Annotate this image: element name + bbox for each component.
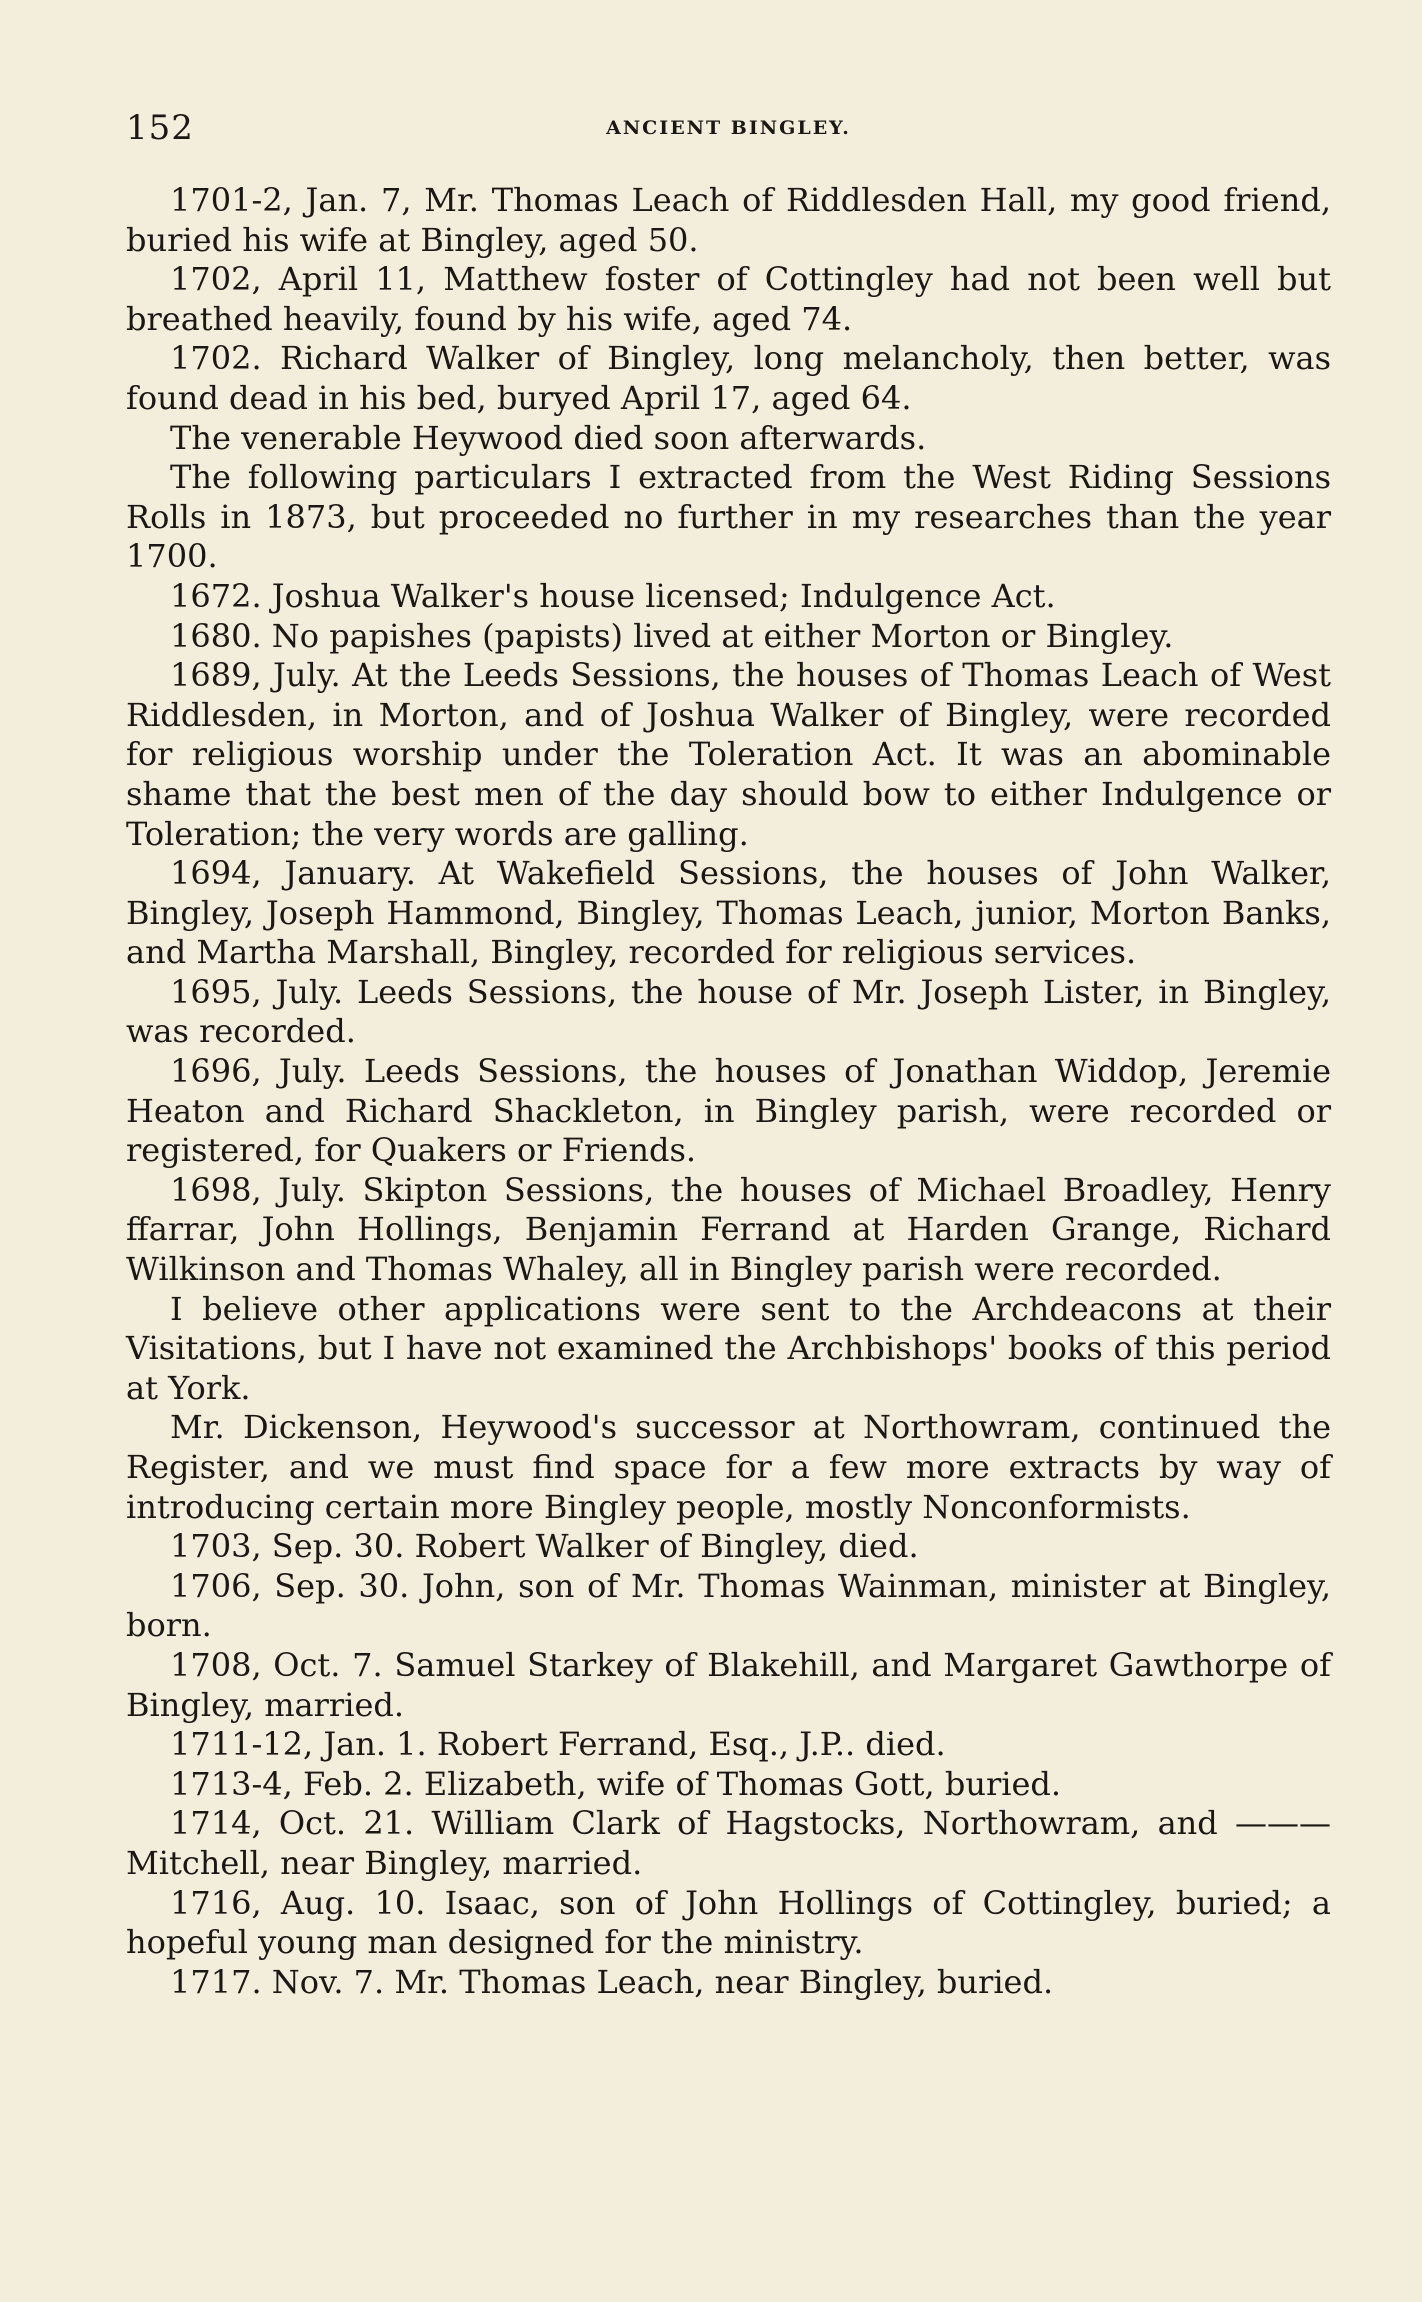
- paragraph: 1701-2, Jan. 7, Mr. Thomas Leach of Riddlesden Hall, my good friend, buried his wife at Bingley, aged 50.: [126, 181, 1331, 259]
- paragraph: 1711-12, Jan. 1. Robert Ferrand, Esq., J.P.. died.: [170, 1725, 946, 1764]
- page-header: [126, 108, 1331, 148]
- paragraph: 1696, July. Leeds Sessions, the houses of Jonathan Widdop, Jeremie Heaton and Richard Shackleton, in Bingley parish, were recorded or registered, for Quakers or Friends.: [126, 1052, 1331, 1170]
- paragraph: 1695, July. Leeds Sessions, the house of Mr. Joseph Lister, in Bingley, was recorded.: [126, 972, 1331, 1051]
- paragraph: 1716, Aug. 10. Isaac, son of John Hollings of Cottingley, buried; a hopeful young man designed for the ministry.: [126, 1883, 1331, 1962]
- paragraph: 1702, April 11, Matthew foster of Cottingley had not been well but breathed heavily, found by his wife, aged 74.: [126, 260, 1331, 338]
- page-body: [126, 181, 1331, 2002]
- paragraph: 1714, Oct. 21. William Clark of Hagstocks, Northowram, and ——— Mitchell, near Bingley, married.: [126, 1804, 1331, 1882]
- paragraph: 1717. Nov. 7. Mr. Thomas Leach, near Bingley, buried.: [170, 1962, 1054, 2001]
- paragraph: 1713-4, Feb. 2. Elizabeth, wife of Thomas Gott, buried.: [170, 1764, 1062, 1803]
- paragraph: The following particulars I extracted from the West Riding Sessions Rolls in 1873, but proceeded no further in my researches than the year 1700.: [126, 458, 1331, 576]
- paragraph: 1672. Joshua Walker's house licensed; Indulgence Act.: [170, 576, 1056, 615]
- page-number: 152: [126, 108, 194, 148]
- paragraph: 1706, Sep. 30. John, son of Mr. Thomas Wainman, minister at Bingley, born.: [126, 1566, 1331, 1645]
- paragraph: 1703, Sep. 30. Robert Walker of Bingley, died.: [170, 1527, 919, 1566]
- paragraph: I believe other applications were sent to the Archdeacons at their Visitations, but I have not examined the Archbishops' books of this period at York.: [126, 1289, 1331, 1407]
- paragraph: 1680. No papishes (papists) lived at either Morton or Bingley.: [170, 616, 1174, 655]
- paragraph: 1694, January. At Wakefield Sessions, the houses of John Walker, Bingley, Joseph Hammond, Bingley, Thomas Leach, junior, Morton Banks, and Martha Marshall, Bingley, recorded for religious services.: [126, 854, 1331, 972]
- paragraph: 1689, July. At the Leeds Sessions, the houses of Thomas Leach of West Riddlesden, in Morton, and of Joshua Walker of Bingley, were recorded for religious worship under the Toleration Act. It was an abominable shame that the best men of the day should bow to either Indulgence or Toleration; the very words are galling.: [126, 656, 1331, 853]
- paragraph: 1708, Oct. 7. Samuel Starkey of Blakehill, and Margaret Gawthorpe of Bingley, married.: [126, 1645, 1331, 1724]
- paragraph: Mr. Dickenson, Heywood's successor at Northowram, continued the Register, and we must find space for a few more extracts by way of introducing certain more Bingley people, mostly Nonconformists.: [126, 1408, 1331, 1526]
- running-head: ANCIENT BINGLEY.: [606, 117, 851, 139]
- paragraph: 1698, July. Skipton Sessions, the houses of Michael Broadley, Henry ffarrar, John Hollings, Benjamin Ferrand at Harden Grange, Richard Wilkinson and Thomas Whaley, all in Bingley parish were recorded.: [126, 1170, 1331, 1289]
- paragraph: The venerable Heywood died soon afterwards.: [170, 418, 927, 457]
- paragraph: 1702. Richard Walker of Bingley, long melancholy, then better, was found dead in his bed, buryed April 17, aged 64.: [126, 339, 1331, 417]
